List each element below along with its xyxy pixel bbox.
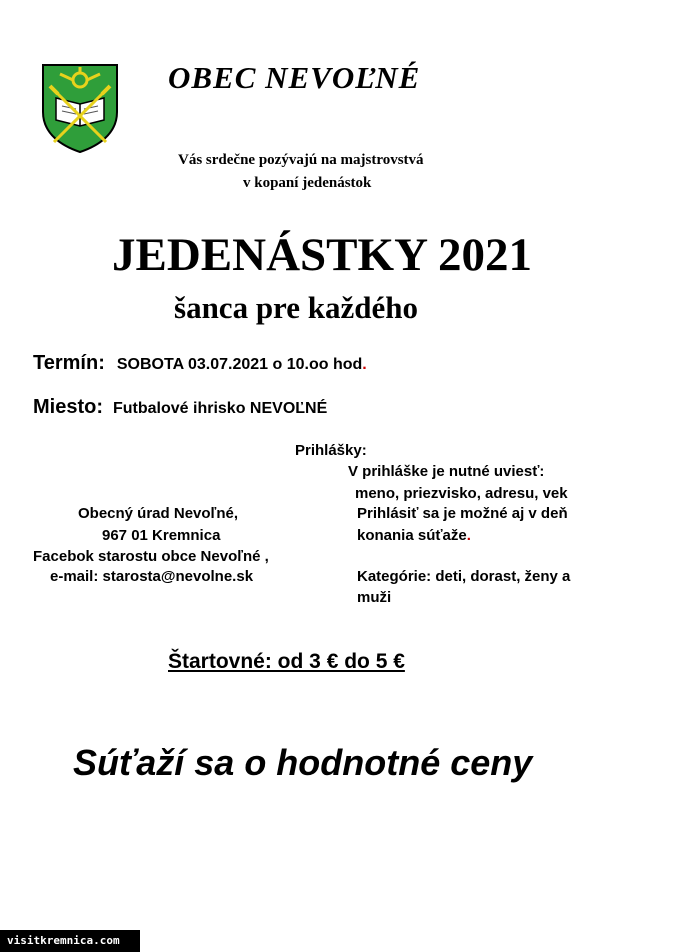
- entry-fee: Štartovné: od 3 € do 5 €: [168, 650, 405, 673]
- miesto-row: [33, 396, 327, 419]
- contact-line: Facebok starostu obce Nevoľné ,: [33, 548, 269, 565]
- category-line-2: muži: [357, 589, 392, 606]
- page-title: OBEC NEVOĽNÉ: [168, 60, 421, 95]
- website-watermark: visitkremnica.com: [0, 930, 140, 952]
- termin-row: [33, 352, 367, 375]
- category-line-1: Kategórie: deti, dorast, ženy a: [357, 568, 571, 585]
- coat-of-arms-logo: [40, 62, 120, 154]
- termin-dot: .: [362, 356, 367, 373]
- termin-label: Termín:: [33, 352, 105, 374]
- invitation-line-2: v kopaní jedenástok: [243, 175, 372, 191]
- contact-line: Obecný úrad Nevoľné,: [78, 505, 238, 522]
- event-subtitle: šanca pre každého: [174, 290, 419, 325]
- registration-heading: Prihlášky:: [295, 442, 367, 459]
- miesto-label: Miesto:: [33, 396, 103, 418]
- prizes-text: Súťaží sa o hodnotné ceny: [73, 742, 533, 783]
- coat-of-arms-icon: [40, 62, 120, 154]
- registration-line: meno, priezvisko, adresu, vek: [355, 485, 568, 502]
- miesto-value: Futbalové ihrisko NEVOĽNÉ: [113, 400, 328, 417]
- contact-email: e-mail: starosta@nevolne.sk: [50, 568, 254, 585]
- event-title: JEDENÁSTKY 2021: [112, 229, 533, 281]
- registration-line: konania súťaže.: [357, 527, 471, 544]
- contact-line: 967 01 Kremnica: [102, 527, 221, 544]
- registration-line: V prihláške je nutné uviesť:: [348, 463, 545, 480]
- termin-value: SOBOTA 03.07.2021 o 10.oo hod: [116, 356, 363, 373]
- registration-line: Prihlásiť sa je možné aj v deň: [357, 505, 568, 522]
- invitation-line-1: Vás srdečne pozývajú na majstrovstvá: [178, 152, 424, 168]
